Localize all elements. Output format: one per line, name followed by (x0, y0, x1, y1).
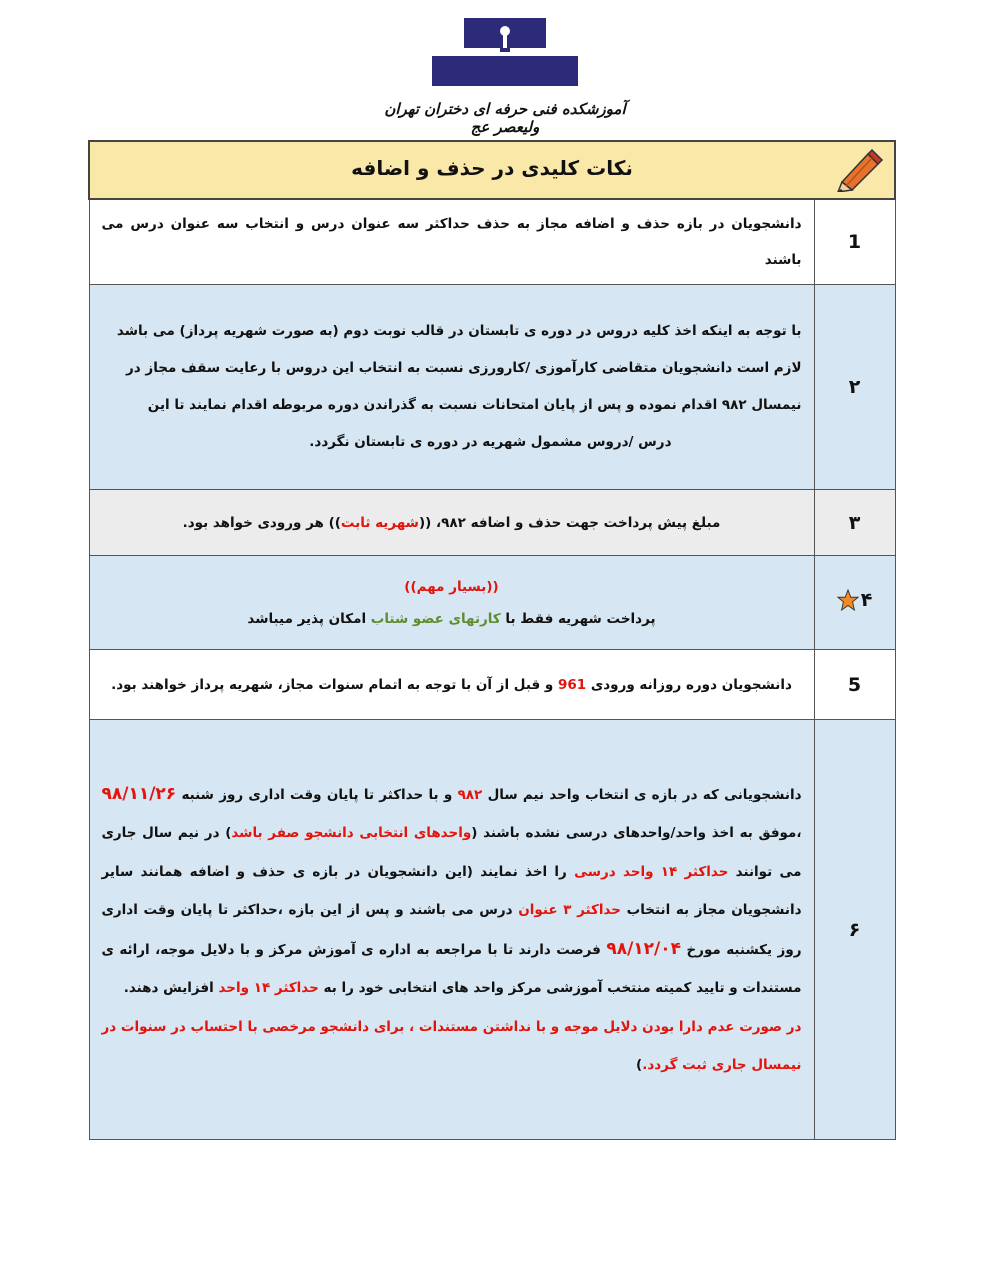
row-text-line (102, 603, 802, 635)
table-row (89, 650, 895, 720)
text-segment: دانشجویان دوره روزانه ورودی (586, 676, 792, 693)
text-segment: در صورت عدم دارا بودن دلایل موجه و با نداشتن مستندات ، برای دانشجو مرخصی با احتساب در سنوات در نیمسال جاری ثبت گردد. (101, 1018, 802, 1073)
row-text (89, 556, 814, 650)
row-text-line: لازم است دانشجویان متقاضی کارآموزی /کارورزی نسبت به انتخاب این دروس با رعایت سقف مجاز در (126, 360, 802, 376)
highlight-text: ۹۸/۱۲/۰۴ (606, 938, 681, 959)
page-title: نکات کلیدی در حذف و اضافه (351, 156, 633, 180)
highlight-text: حداکثر ۱۴ واحد درسی (574, 863, 729, 880)
text-segment: و با حداکثر تا پایان وقت اداری روز شنبه (176, 786, 458, 803)
text-segment: افزایش دهند. (123, 980, 219, 996)
text-segment: فرصت دارند تا با مراجعه به اداره ی آموزش مرکز و با دلایل موجه، ارائه ی مستندات و تایید کمیته منتخب آموزشی مرکز واحد های انتخابی خود را به (101, 941, 802, 996)
highlight-text: 961 (557, 676, 587, 693)
row-text (89, 199, 814, 285)
table-row (89, 285, 895, 490)
logo-caption: آموزشکده فنی حرفه ای دختران تهران ولیعصر عج (384, 100, 626, 136)
table-row (89, 720, 895, 1140)
row-number-label: ۴ (860, 589, 873, 611)
book-pen-logo-icon (432, 14, 578, 86)
row-number: ۲ (814, 285, 895, 490)
row-number: ۶ (814, 720, 895, 1140)
row-text (89, 285, 814, 490)
highlight-text: ۹۸۲ (457, 786, 483, 803)
highlight-text: شهریه ثابت (340, 514, 419, 531)
important-label: ((بسیار مهم)) (404, 578, 499, 595)
row-number (814, 556, 895, 650)
row-text-line: درس /دروس مشمول شهریه در دوره ی تابستان نگردد. (309, 434, 672, 450)
highlight-text: حداکثر ۱۴ واحد (218, 980, 319, 996)
row-number: 1 (814, 199, 895, 285)
text-segment: درس می باشند و پس از این بازه ،حداکثر تا پایان وقت اداری روز یکشنبه مورخ (101, 902, 802, 958)
highlight-text: واحدهای انتخابی دانشجو صفر باشد (231, 825, 472, 841)
row-text-line: نیمسال ۹۸۲ اقدام نموده و پس از پایان امتحانات نسبت به گذراندن دوره مربوطه اقدام نمایند تا این (147, 397, 802, 413)
highlight-text: ۹۸/۱۱/۲۶ (101, 783, 177, 804)
notes-table (88, 140, 896, 1140)
row-text-line: با توجه به اینکه اخذ کلیه دروس در دوره ی تابستان در قالب نوبت دوم (به صورت شهریه پرداز) می باشد (116, 323, 802, 339)
text-segment: )) هر ورودی خواهد بود. (182, 514, 341, 531)
table-row (89, 556, 895, 650)
row-text-line: دانشجویان در بازه حذف و اضافه مجاز به حذف حداکثر سه عنوان درس و انتخاب سه عنوان درس می باشند (101, 216, 802, 268)
school-logo (380, 14, 630, 136)
warning-text (102, 1008, 802, 1085)
highlight-text: کارتهای عضو شتاب (370, 610, 501, 627)
text-segment: و قبل از آن با توجه به اتمام سنوات مجاز، شهریه پرداز خواهند بود. (111, 676, 558, 693)
row-number: 5 (814, 650, 895, 720)
text-segment: ،موفق به اخذ واحد/واحدهای درسی نشده باشند ( (471, 825, 802, 841)
table-row (89, 490, 895, 556)
text-segment: پرداخت شهریه فقط با (500, 610, 656, 627)
text-segment: مبلغ پیش پرداخت جهت حذف و اضافه ۹۸۲، (( (418, 514, 721, 531)
table-header (89, 141, 895, 199)
row-text (89, 490, 814, 556)
star-icon (837, 589, 859, 611)
row-number: ۳ (814, 490, 895, 556)
row-text (89, 720, 814, 1140)
text-segment: امکان پذیر میباشد (247, 610, 371, 627)
highlight-text: حداکثر ۳ عنوان (518, 902, 622, 918)
table-row (89, 199, 895, 285)
text-segment: ) (636, 1057, 643, 1073)
text-segment: ) در نیم سال جاری می توانند (101, 825, 802, 880)
row-text (89, 650, 814, 720)
text-segment: دانشجویانی که در بازه ی انتخاب واحد نیم سال (482, 786, 802, 803)
text-segment: را اخذ نمایند (این دانشجویان در بازه ی حذف و اضافه همانند سایر دانشجویان مجاز به انتخاب (101, 863, 802, 918)
